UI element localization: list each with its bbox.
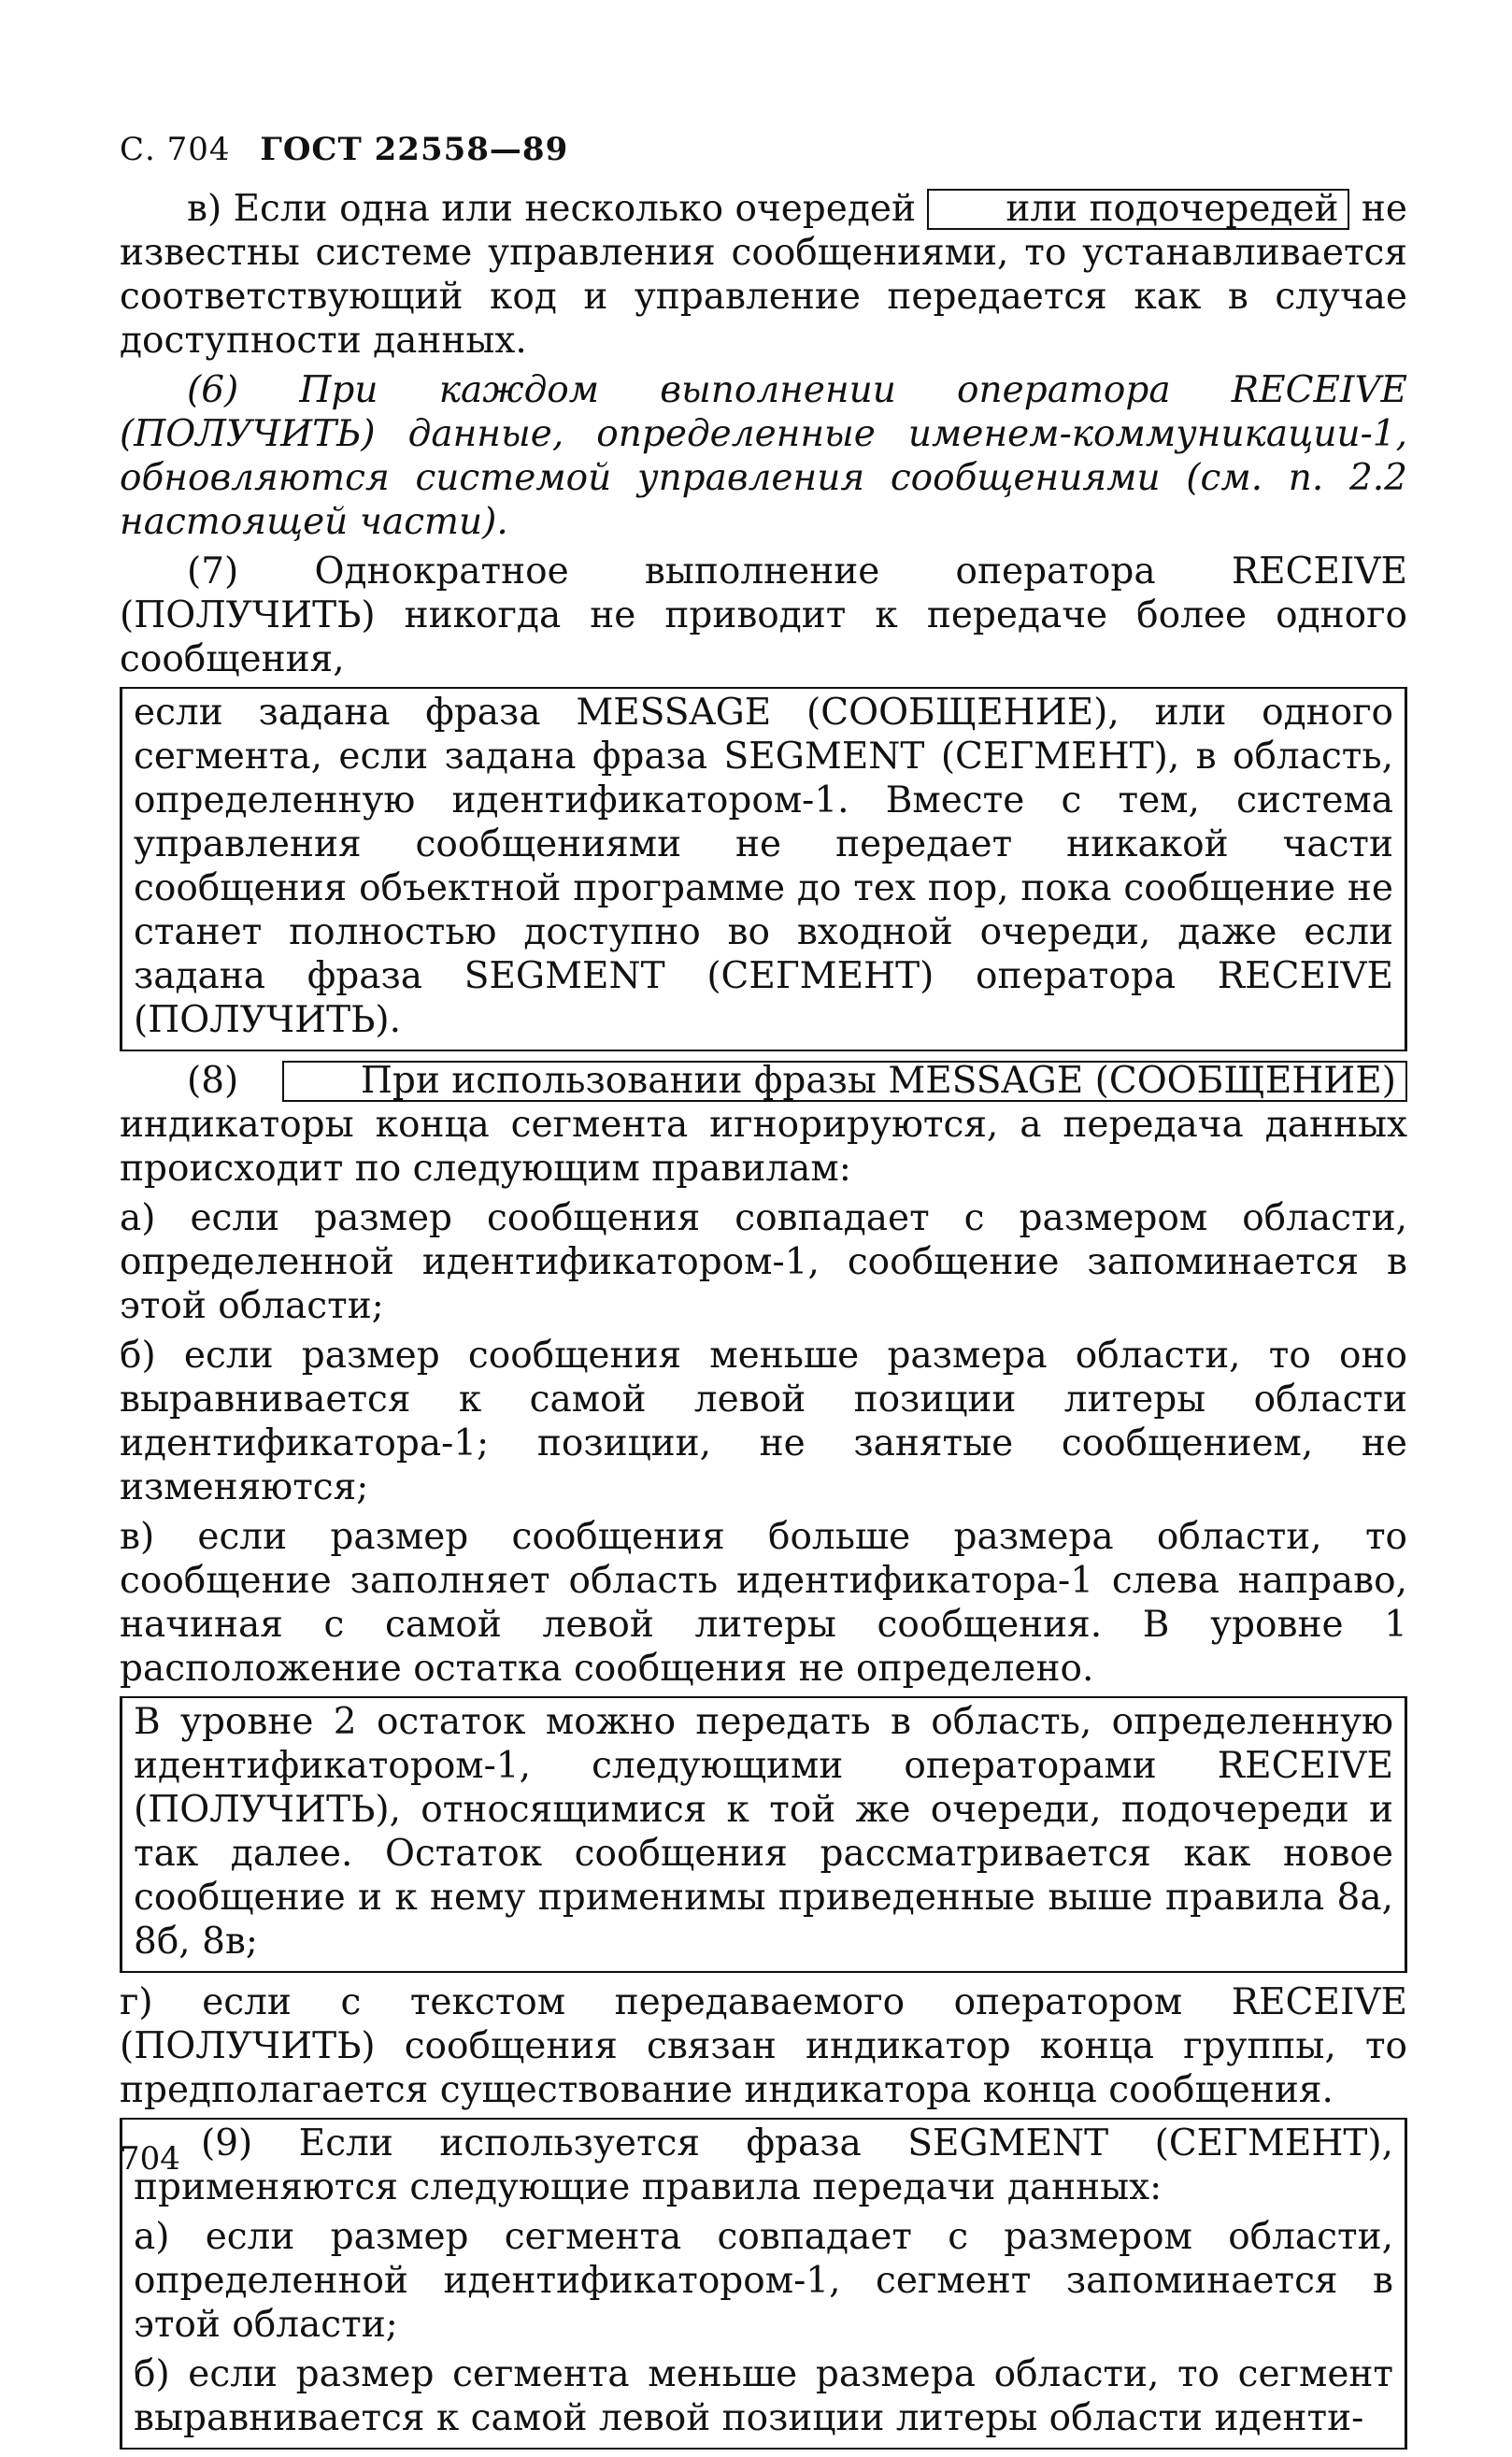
para-v-text-2: не известны системе управления сообщениями, то устанавливается соответствующий код и управление передается как в случае доступности данных. [120,188,1407,362]
page-content [120,187,1407,2457]
para-8-rest: индикаторы конца сегмента игнорируются, а передача данных происходит по следующим правилам: [120,1104,1407,1190]
paragraph-8a: а) если размер сообщения совпадает с размером области, определенной идентификатором-1, сообщение запоминается в этой области; [120,1197,1407,1327]
paragraph-9a: а) если размер сегмента совпадает с размером области, определенной идентификатором-1, сегмент запоминается в этой области; [134,2216,1393,2346]
boxed-insert-7 [120,687,1407,1051]
para-v-text: в) Если одна или несколько очередей [187,188,916,230]
boxed-fragment-8: При использовании фразы MESSAGE (СООБЩЕНИЕ) [282,1061,1407,1102]
paragraph-8v-boxed: В уровне 2 остаток можно передать в область, определенную идентификатором-1, следующими операторами RECEIVE (ПОЛУЧИТЬ), относящимися к той же очереди, подочереди и так далее. Остаток сообщения рассматривается как новое сообщение и к нему применимы приведенные выше правила 8а, 8б, 8в; [134,1701,1393,1963]
paragraph-7-boxed: если задана фраза MESSAGE (СООБЩЕНИЕ), или одного сегмента, если задана фраза SEGMENT (СЕГМЕНТ), в область, определенную идентификатором-1. Вместе с тем, система управления сообщениями не передает никакой части сообщения объектной программе до тех пор, пока сообщение не станет полностью доступно во входной очереди, даже если задана фраза SEGMENT (СЕГМЕНТ) оператора RECEIVE (ПОЛУЧИТЬ). [134,692,1393,1041]
page-header [120,131,568,168]
para-8-number: (8) [187,1060,239,1102]
paragraph-9b: б) если размер сегмента меньше размера области, то сегмент выравнивается к самой левой позиции литеры области иденти- [134,2353,1393,2439]
paragraph-8b: б) если размер сообщения меньше размера области, то оно выравнивается к самой левой позиции литеры области идентификатора-1; позиции, не занятые сообщением, не изменяются; [120,1335,1407,1508]
page-ref: С. 704 [120,131,231,168]
boxed-fragment: или подочередей [927,189,1349,230]
paragraph-7-lead: (7) Однократное выполнение оператора RECEIVE (ПОЛУЧИТЬ) никогда не приводит к передаче более одного сообщения, [120,550,1407,680]
paragraph-9-lead: (9) Если используется фраза SEGMENT (СЕГМЕНТ), применяются следующие правила передачи данных: [134,2122,1393,2208]
paragraph-8g: г) если с текстом передаваемого оператором RECEIVE (ПОЛУЧИТЬ) сообщения связан индикатор конца группы, то предполагается существование индикатора конца сообщения. [120,1981,1407,2111]
paragraph-v [120,187,1407,363]
paragraph-6: (6) При каждом выполнении оператора RECEIVE (ПОЛУЧИТЬ) данные, определенные именем-коммуникации-1, обновляются системой управления сообщениями (см. п. 2.2 настоящей части). [120,369,1407,543]
paragraph-8v: в) если размер сообщения больше размера области, то сообщение заполняет область идентификатора-1 слева направо, начиная с самой левой литеры сообщения. В уровне 1 расположение остатка сообщения не определено. [120,1516,1407,1690]
page-number: 704 [120,2140,180,2178]
boxed-insert-8v [120,1696,1407,1973]
gost-number: ГОСТ 22558—89 [260,131,569,168]
boxed-insert-9 [120,2118,1407,2450]
paragraph-8 [120,1059,1407,1191]
